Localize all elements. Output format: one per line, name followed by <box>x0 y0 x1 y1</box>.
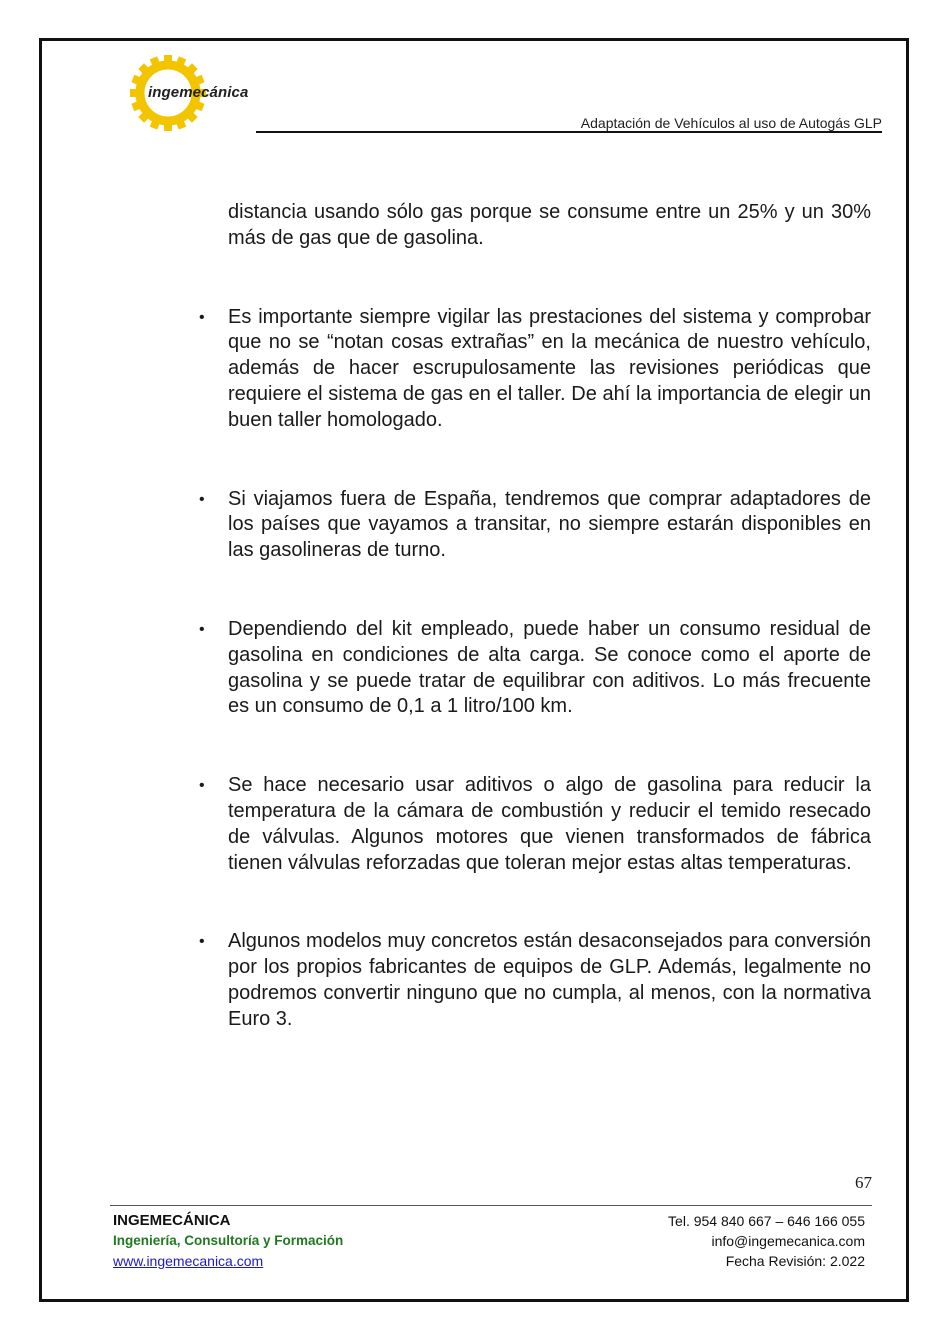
list-item <box>199 487 871 564</box>
phone-numbers: Tel. 954 840 667 – 646 166 055 <box>668 1213 865 1229</box>
document-title: Adaptación de Vehículos al uso de Autogás GLP <box>580 115 882 131</box>
gear-tooth <box>164 122 172 131</box>
website-link[interactable]: www.ingemecanica.com <box>113 1253 264 1269</box>
bullet-icon: • <box>199 620 205 638</box>
intro-paragraph: distancia usando sólo gas porque se consume entre un 25% y un 30% más de gas que de gasolina. <box>228 201 871 249</box>
company-logo <box>130 55 270 131</box>
gear-tooth <box>164 55 172 64</box>
email-address[interactable]: info@ingemecanica.com <box>711 1233 865 1249</box>
list-item <box>199 773 871 876</box>
bullet-icon: • <box>199 933 205 951</box>
list-item-text: Algunos modelos muy concretos están desaconsejados para conversión por los propios fabricantes de equipos de GLP. Además, legalmente no podremos convertir ninguno que no cumpla, al menos, con la normativa Euro 3. <box>228 930 871 1030</box>
logo-text: ingemecánica <box>148 84 249 101</box>
main-content <box>199 200 871 1086</box>
footer-divider <box>110 1205 872 1206</box>
list-item <box>199 305 871 434</box>
list-item <box>199 929 871 1032</box>
header-divider <box>256 131 882 133</box>
footer-company-info <box>113 1211 343 1271</box>
company-name: INGEMECÁNICA <box>113 1212 231 1229</box>
list-item <box>199 617 871 720</box>
bullet-icon: • <box>199 490 205 508</box>
company-tagline: Ingeniería, Consultoría y Formación <box>113 1233 344 1248</box>
footer-contact-info <box>668 1211 865 1271</box>
list-item-text: Se hace necesario usar aditivos o algo de gasolina para reducir la temperatura de la cámara de combustión y reducir el temido resecado de válvulas. Algunos motores que vienen transformados de fábrica tienen válvulas reforzadas que toleran mejor estas altas temperaturas. <box>228 774 871 874</box>
list-item-text: Es importante siempre vigilar las prestaciones del sistema y comprobar que no se “notan cosas extrañas” en la mecánica de nuestro vehículo, además de hacer escrupulosamente las revisiones periódicas que requiere el sistema de gas en el taller. De ahí la importancia de elegir un buen taller homologado. <box>228 305 871 431</box>
list-item-text: Dependiendo del kit empleado, puede haber un consumo residual de gasolina en condiciones de alta carga. Se conoce como el aporte de gasolina y se puede tratar de equilibrar con aditivos. Lo más frecuente es un consumo de 0,1 a 1 litro/100 km. <box>228 617 871 718</box>
bullet-icon: • <box>199 308 205 326</box>
bullet-icon: • <box>199 777 205 795</box>
revision-date: Fecha Revisión: 2.022 <box>725 1253 865 1269</box>
page-number: 67 <box>855 1173 872 1192</box>
list-item-text: Si viajamos fuera de España, tendremos que comprar adaptadores de los países que vayamos a transitar, no siempre estarán disponibles en las gasolineras de turno. <box>228 487 871 562</box>
gear-tooth <box>130 89 139 97</box>
